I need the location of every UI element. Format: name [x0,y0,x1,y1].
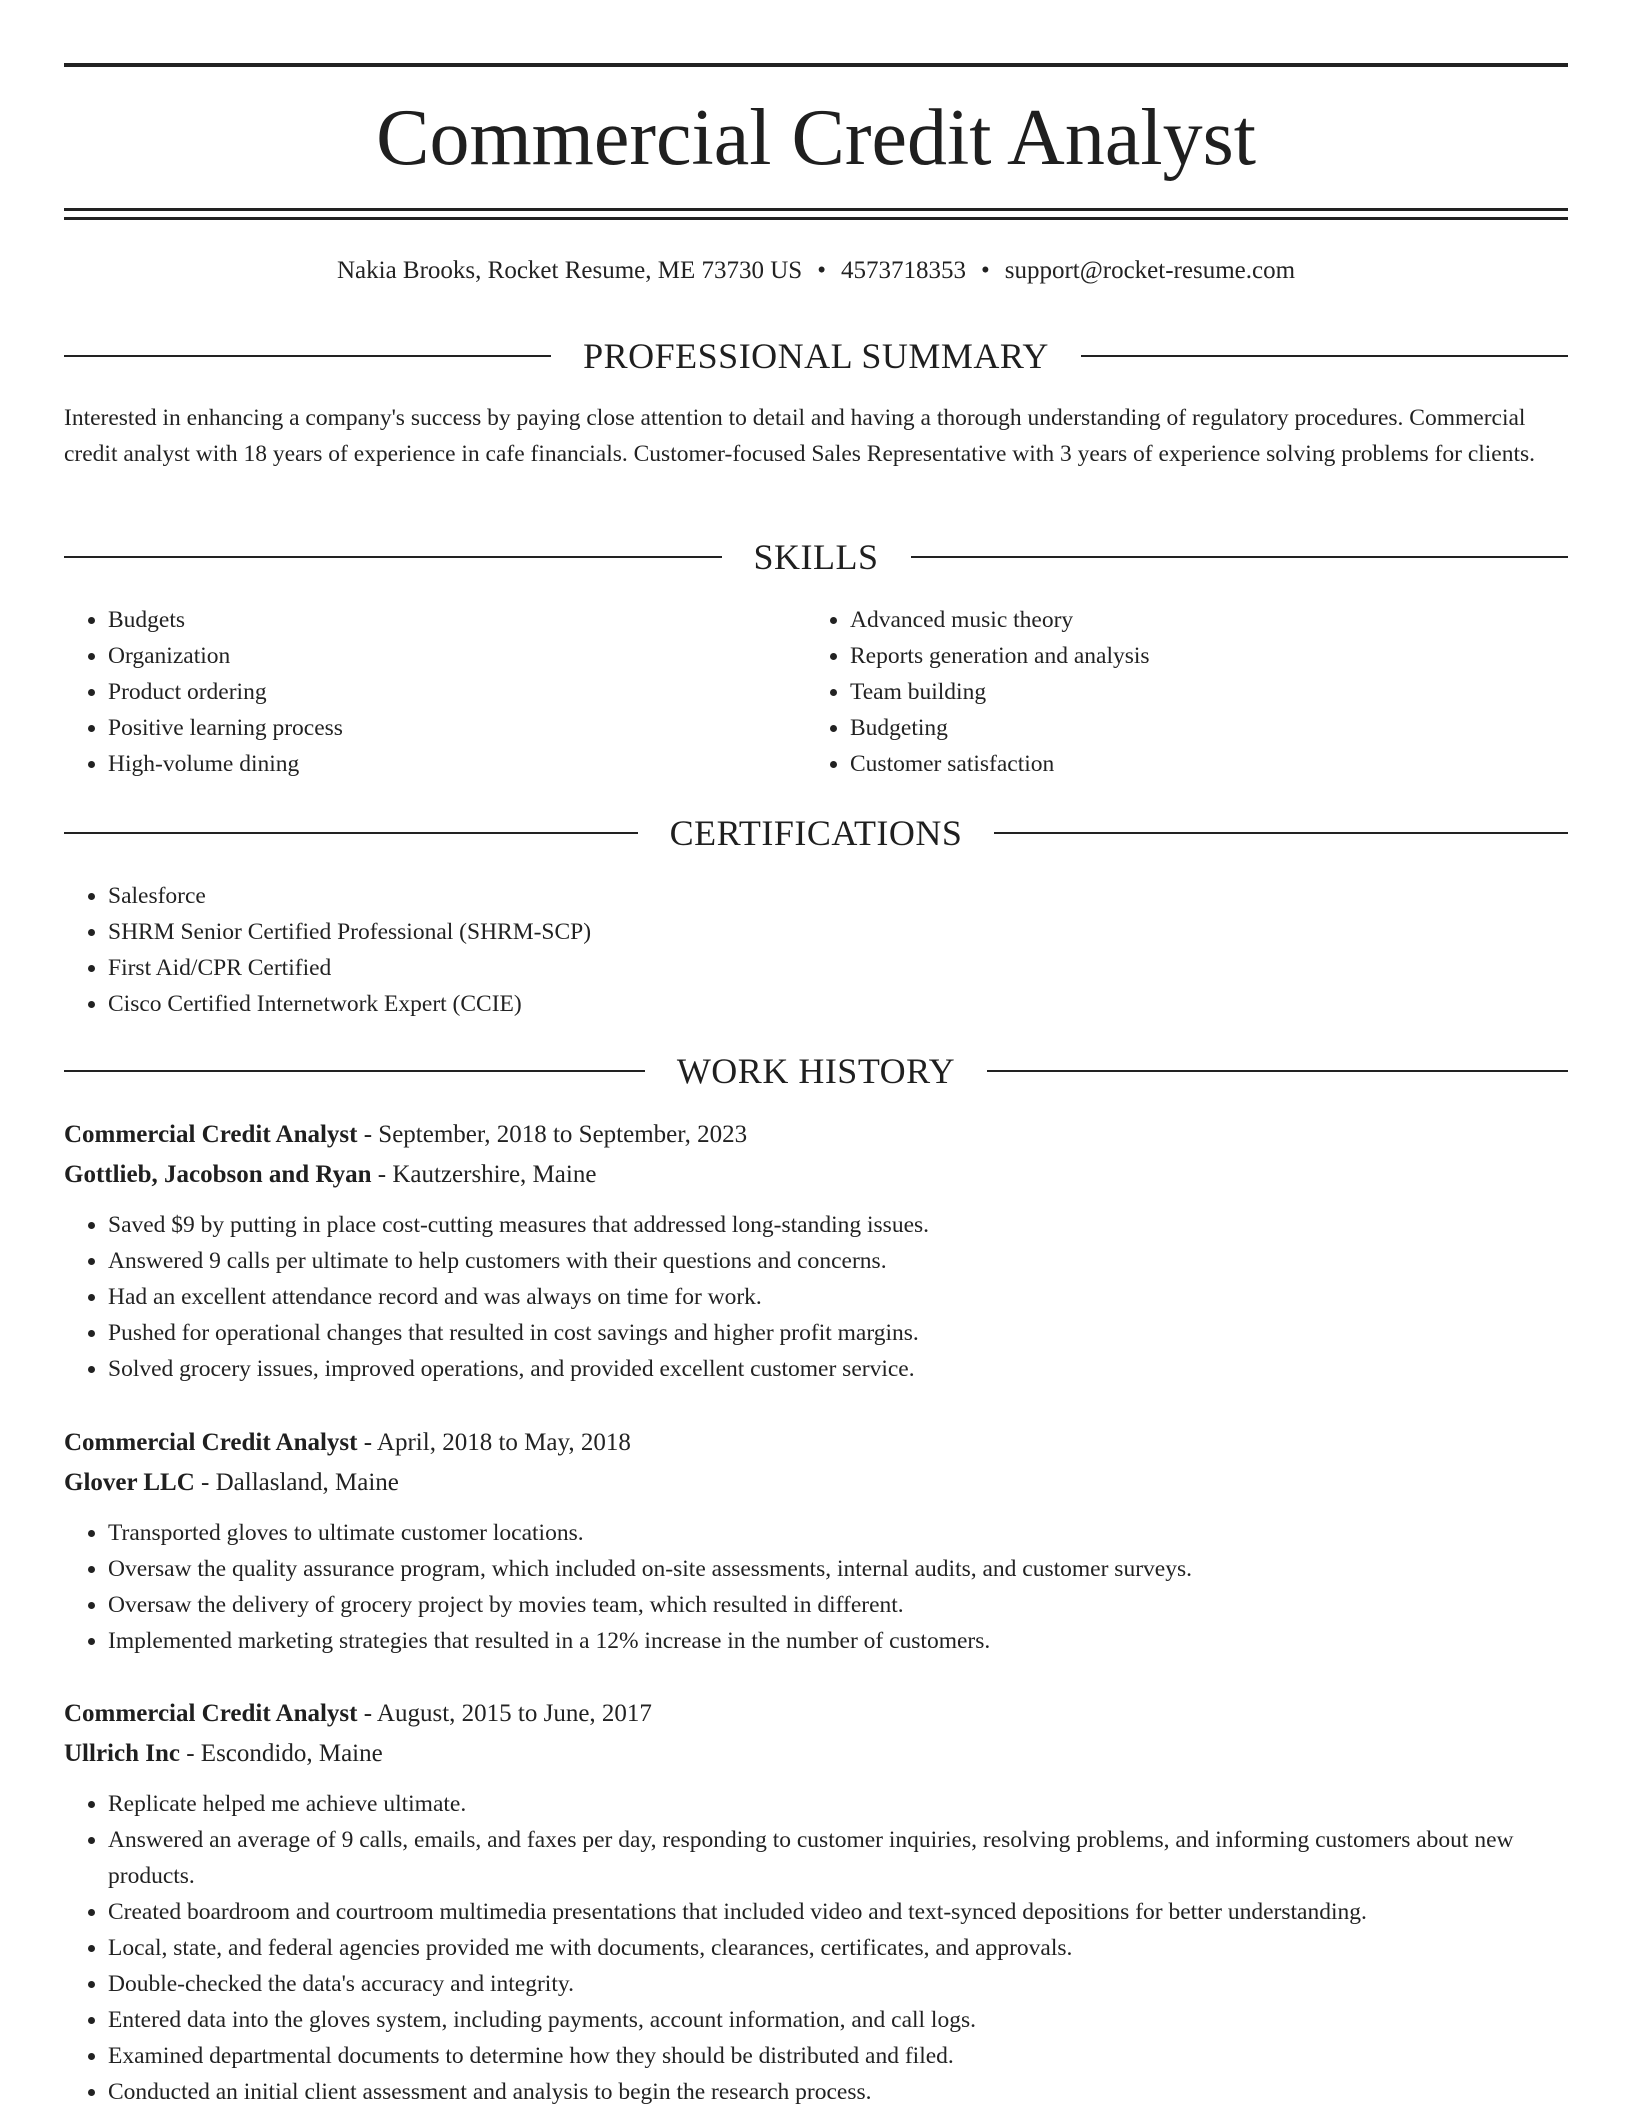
skill-item: • Budgeting [850,710,1548,746]
section-title: WORK HISTORY [676,1051,956,1091]
job-bullet: • Solved grocery issues, improved operations, and provided excellent customer service. [108,1351,1568,1387]
job-bullet: • Answered an average of 9 calls, emails, and faxes per day, responding to customer inquiries, resolving problems, and informing customers about new products. [108,1822,1568,1894]
skill-item: • Customer satisfaction [850,746,1548,782]
section-title: PROFESSIONAL SUMMARY [583,336,1049,376]
section-heading-skills [64,535,1568,579]
certification-item: • SHRM Senior Certified Professional (SHRM-SCP) [108,914,1568,950]
job-bullet: • Replicate helped me achieve ultimate. [108,1786,1568,1822]
job-company: Gottlieb, Jacobson and Ryan [64,1161,372,1188]
job-bullet: • Local, state, and federal agencies provided me with documents, clearances, certificates, and approvals. [108,1930,1568,1966]
job-bullet: • Pushed for operational changes that resulted in cost savings and higher profit margins. [108,1315,1568,1351]
skills-column-right [806,602,1548,782]
section-title: SKILLS [753,537,879,577]
skill-item: • High-volume dining [108,746,806,782]
section-heading-summary [64,334,1568,378]
skills-column-left [64,602,806,782]
job-bullet: • Conducted an initial client assessment and analysis to begin the research process. [108,2074,1568,2110]
certifications-list [64,878,1568,1022]
title-double-rule [64,208,1568,220]
job-entry [64,1423,1568,1659]
contact-phone: 4573718353 [840,257,966,284]
job-title-line [64,1115,1568,1155]
skill-item: • Positive learning process [108,710,806,746]
job-company-line [64,1734,1568,1774]
skill-item: • Advanced music theory [850,602,1548,638]
job-company: Ullrich Inc [64,1740,180,1767]
resume-title: Commercial Credit Analyst [376,94,1256,182]
job-dates: - April, 2018 to May, 2018 [357,1429,631,1456]
heading-rule-left [64,355,551,357]
heading-rule-right [994,832,1568,834]
heading-rule-left [64,832,638,834]
summary-paragraph: Interested in enhancing a company's success by paying close attention to detail and having a thorough understanding of regulatory procedures. Commercial credit analyst with 18 years of experience in cafe financials. Customer-focused Sales Representative with 3 years of experience solving problems for clients. [64,405,1536,467]
heading-rule-left [64,556,722,558]
job-company-line [64,1155,1568,1195]
certification-item: • Cisco Certified Internetwork Expert (CCIE) [108,986,1568,1022]
skill-item: • Product ordering [108,674,806,710]
job-dates: - August, 2015 to June, 2017 [357,1700,652,1727]
job-company: Glover LLC [64,1469,195,1496]
heading-rule-right [1081,355,1568,357]
job-bullet: • Entered data into the gloves system, including payments, account information, and call logs. [108,2002,1568,2038]
job-bullet: • Double-checked the data's accuracy and integrity. [108,1966,1568,2002]
job-bullet: • Examined departmental documents to determine how they should be distributed and filed. [108,2038,1568,2074]
contact-address: Nakia Brooks, Rocket Resume, ME 73730 US [336,257,803,284]
job-bullet: • Implemented marketing strategies that resulted in a 12% increase in the number of customers. [108,1623,1568,1659]
section-heading-certifications [64,811,1568,855]
section-heading-work-history [64,1049,1568,1093]
skill-item: • Budgets [108,602,806,638]
heading-rule-left [64,1070,645,1072]
job-entry [64,1694,1568,2110]
contact-separator: • [980,257,990,284]
section-title: CERTIFICATIONS [669,813,963,853]
contact-line [64,254,1568,288]
skill-item: • Organization [108,638,806,674]
job-location: - Escondido, Maine [179,1740,383,1767]
skills-list [64,602,1568,782]
job-title: Commercial Credit Analyst [64,1429,358,1456]
job-location: - Dallasland, Maine [194,1469,399,1496]
heading-rule-right [987,1070,1568,1072]
job-bullet: • Saved $9 by putting in place cost-cutting measures that addressed long-standing issues. [108,1207,1568,1243]
contact-email: support@rocket-resume.com [1004,257,1296,284]
job-bullet: • Had an excellent attendance record and was always on time for work. [108,1279,1568,1315]
skill-item: • Team building [850,674,1548,710]
job-title-line [64,1694,1568,1734]
job-title-line [64,1423,1568,1463]
job-bullet: • Transported gloves to ultimate customer locations. [108,1515,1568,1551]
job-bullet: • Oversaw the quality assurance program, which included on-site assessments, internal audits, and customer surveys. [108,1551,1568,1587]
job-company-line [64,1463,1568,1503]
job-entry [64,1115,1568,1387]
heading-rule-right [911,556,1569,558]
job-bullet: • Created boardroom and courtroom multimedia presentations that included video and text-synced depositions for better understanding. [108,1894,1568,1930]
top-rule [64,63,1568,67]
job-bullet: • Oversaw the delivery of grocery project by movies team, which resulted in different. [108,1587,1568,1623]
job-bullet: • Answered 9 calls per ultimate to help customers with their questions and concerns. [108,1243,1568,1279]
contact-separator: • [817,257,826,284]
certification-item: • Salesforce [108,878,1568,914]
certification-item: • First Aid/CPR Certified [108,950,1568,986]
job-title: Commercial Credit Analyst [64,1121,358,1148]
job-dates: - September, 2018 to September, 2023 [357,1121,748,1148]
job-title: Commercial Credit Analyst [64,1700,358,1727]
job-location: - Kautzershire, Maine [371,1161,597,1188]
skill-item: • Reports generation and analysis [850,638,1548,674]
